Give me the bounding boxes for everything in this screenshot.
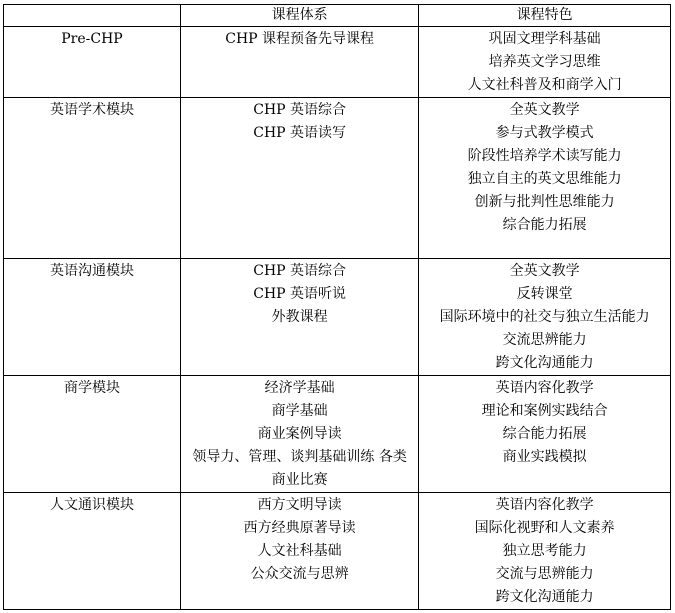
module-cell [4,27,181,98]
course-item: CHP 英语综合 [253,263,347,279]
feature-item: 国际环境中的社交与独立生活能力 [439,309,650,325]
course-item: 公众交流与思辨 [250,566,349,582]
feature-item: 国际化视野和人文素养 [474,520,615,536]
feature-item: 全英文教学 [509,263,580,279]
feature-item: 跨文化沟通能力 [495,355,594,371]
course-item: 商业案例导读 [257,426,342,442]
feature-item: 理论和案例实践结合 [481,403,608,419]
course-item: CHP 英语听说 [253,286,347,302]
feature-item: 英语内容化教学 [495,380,594,396]
module-name: 人文通识模块 [49,497,134,513]
module-cell [4,493,181,610]
feature-item: 阶段性培养学术读写能力 [467,148,622,164]
course-item: 商学基础 [271,403,328,419]
courses-cell [180,259,418,376]
feature-item: 全英文教学 [509,102,580,118]
module-cell [4,98,181,259]
header-row [4,5,671,27]
courses-cell [180,376,418,493]
course-item: 领导力、管理、谈判基础训练 各类商业比赛 [192,449,407,488]
header-cell-module [4,5,181,27]
table-row [4,259,671,376]
features-cell [419,98,671,259]
course-item: CHP 课程预备先导课程 [225,31,375,47]
module-cell [4,259,181,376]
course-item: 西方经典原著导读 [243,520,356,536]
module-name: 英语学术模块 [49,102,134,118]
module-name: 商学模块 [63,380,120,396]
course-item: 外教课程 [271,309,328,325]
module-name: Pre-CHP [61,31,123,47]
feature-item: 参与式教学模式 [495,125,594,141]
table-row [4,98,671,259]
feature-item: 人文社科普及和商学入门 [467,77,622,93]
course-item: 西方文明导读 [257,497,342,513]
table-row [4,376,671,493]
header-cell-courses: 课程体系 [180,5,418,27]
feature-item: 交流思辨能力 [502,332,587,348]
course-table [3,4,671,610]
table-row [4,27,671,98]
courses-cell [180,493,418,610]
feature-item: 独立思考能力 [502,543,587,559]
module-cell [4,376,181,493]
feature-item: 交流与思辨能力 [495,566,594,582]
module-name: 英语沟通模块 [49,263,134,279]
features-cell [419,27,671,98]
feature-item: 巩固文理学科基础 [488,31,601,47]
course-item: 人文社科基础 [257,543,342,559]
features-cell [419,259,671,376]
feature-item: 独立自主的英文思维能力 [467,171,622,187]
courses-cell [180,98,418,259]
feature-item: 英语内容化教学 [495,497,594,513]
courses-cell [180,27,418,98]
course-item: 经济学基础 [264,380,335,396]
features-cell [419,376,671,493]
features-cell [419,493,671,610]
feature-item: 综合能力拓展 [502,426,587,442]
header-cell-features: 课程特色 [419,5,671,27]
feature-item: 反转课堂 [516,286,573,302]
table-row [4,493,671,610]
feature-item: 综合能力拓展 [502,217,587,233]
course-item: CHP 英语读写 [253,125,347,141]
course-item: CHP 英语综合 [253,102,347,118]
feature-item: 跨文化沟通能力 [495,589,594,605]
feature-item: 培养英文学习思维 [488,54,601,70]
feature-item: 商业实践模拟 [502,449,587,465]
feature-item: 创新与批判性思维能力 [474,194,615,210]
